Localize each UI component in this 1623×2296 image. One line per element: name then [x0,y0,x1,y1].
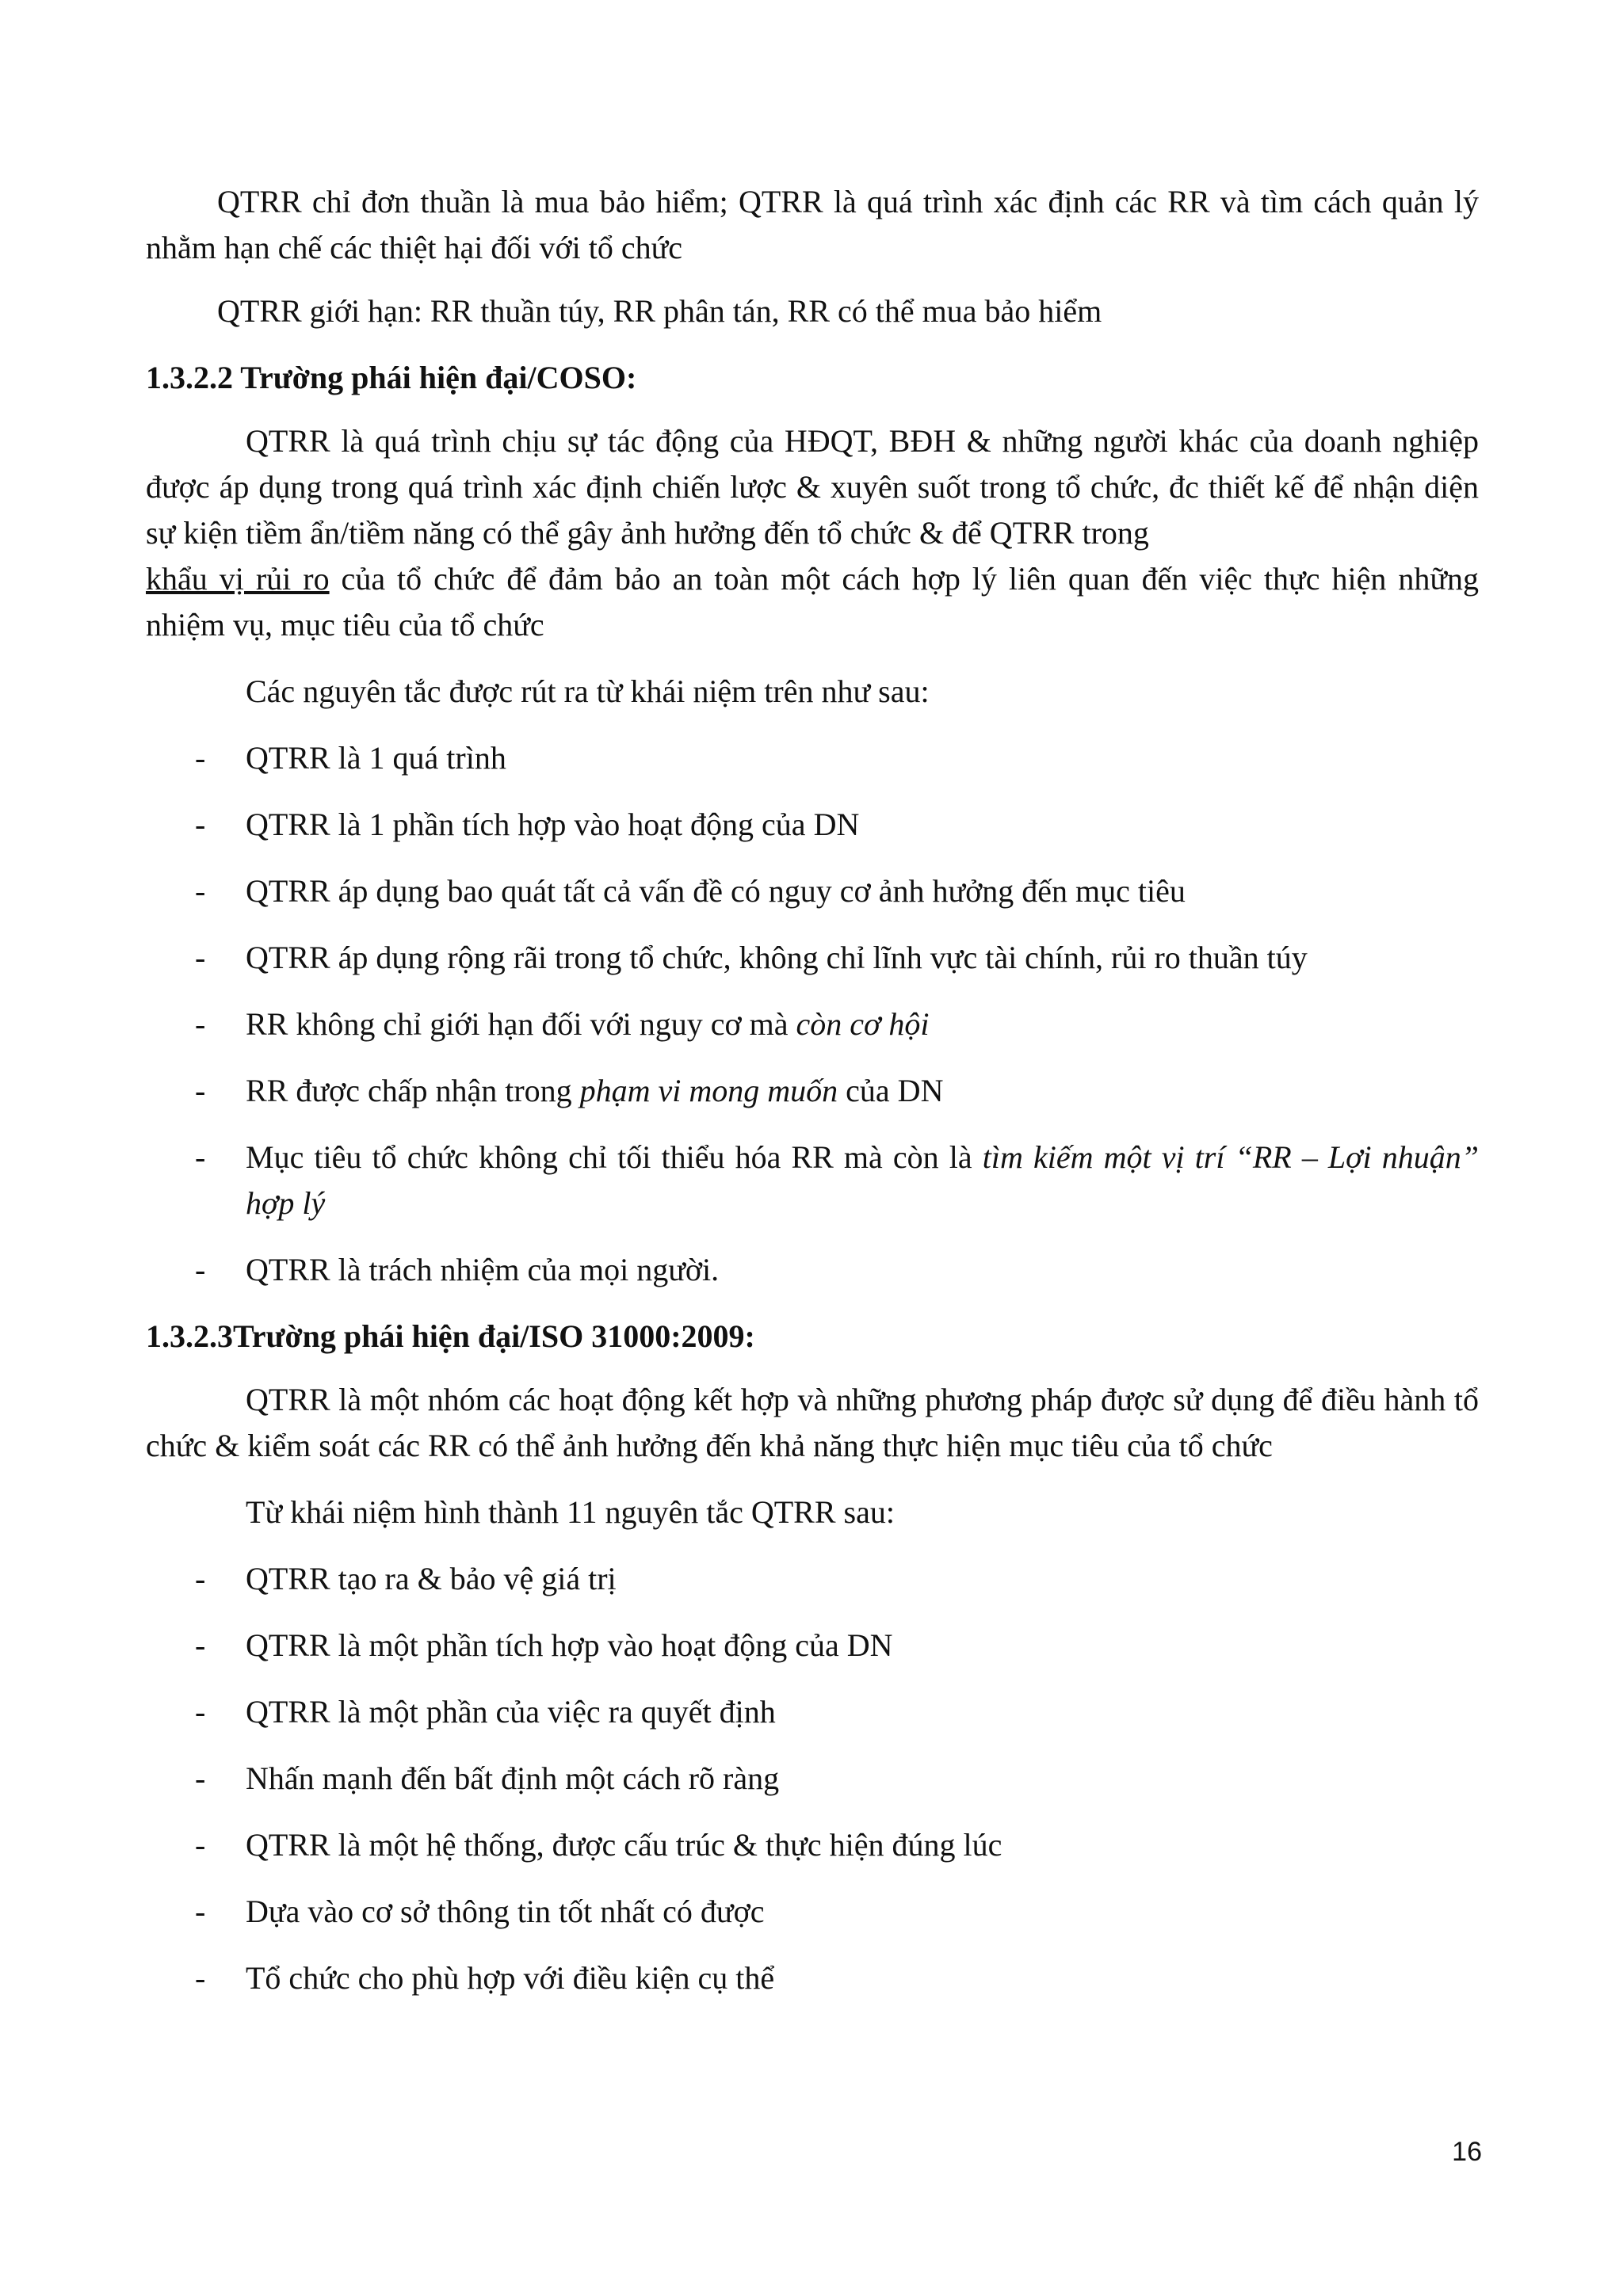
iso-definition-paragraph: QTRR là một nhóm các hoạt động kết hợp và những phương pháp được sử dụng để điều hành tổ chức & kiểm soát các RR có thể ảnh hưởng đến khả năng thực hiện mục tiêu của tổ chức [146,1382,1479,1463]
list-item [146,868,1479,914]
list-item [146,1889,1479,1935]
coso-definition-text-before: QTRR là quá trình chịu sự tác động của HĐQT, BĐH & những người khác của doanh nghiệp được áp dụng trong quá trình xác định chiến lược & xuyên suốt trong tổ chức, đc thiết kế để nhận diện sự kiện tiềm ẩn/tiềm năng có thể gây ảnh hưởng đến tổ chức & để QTRR trong [146,423,1479,551]
list-item [146,1247,1479,1293]
page-content [146,179,1479,2001]
coso-principles-intro: Các nguyên tắc được rút ra từ khái niệm trên như sau: [246,673,930,709]
list-item [146,1623,1479,1669]
list-item [146,1822,1479,1868]
intro-paragraph-2: QTRR giới hạn: RR thuần túy, RR phân tán, RR có thể mua bảo hiểm [217,293,1102,329]
list-item-text: QTRR là 1 phần tích hợp vào hoạt động của DN [246,807,860,842]
list-item-text-after: của DN [838,1073,944,1108]
dash-marker: - [195,1827,206,1863]
dash-marker: - [195,1006,206,1042]
dash-marker: - [195,873,206,909]
dash-marker: - [195,1561,206,1596]
list-item [146,935,1479,981]
list-item-text: RR được chấp nhận trong [246,1073,580,1108]
list-item-text: RR không chỉ giới hạn đối với nguy cơ mà [246,1006,796,1042]
coso-definition-paragraph [146,418,1479,648]
dash-marker: - [195,940,206,975]
iso-principles-list [146,1556,1479,2001]
dash-marker: - [195,1252,206,1287]
list-item-text: Nhấn mạnh đến bất định một cách rõ ràng [246,1760,780,1796]
list-item-text: QTRR là một phần của việc ra quyết định [246,1694,776,1730]
dash-marker: - [195,1073,206,1108]
coso-definition-underlined: khẩu vị rủi ro [146,561,330,597]
list-item [146,1689,1479,1735]
iso-principles-intro: Từ khái niệm hình thành 11 nguyên tắc QTRR sau: [246,1494,895,1530]
list-item-text: QTRR là 1 quá trình [246,740,506,776]
section-heading-coso: 1.3.2.2 Trường phái hiện đại/COSO: [146,360,637,395]
dash-marker: - [195,807,206,842]
list-item-italic: phạm vi mong muốn [579,1073,838,1108]
list-item-text: QTRR là trách nhiệm của mọi người. [246,1252,720,1287]
list-item [146,1135,1479,1226]
dash-marker: - [195,1760,206,1796]
section-heading-iso: 1.3.2.3Trường phái hiện đại/ISO 31000:2009: [146,1318,755,1354]
coso-principles-list [146,735,1479,1293]
list-item-text: QTRR áp dụng bao quát tất cả vấn đề có nguy cơ ảnh hưởng đến mục tiêu [246,873,1186,909]
list-item-text: QTRR áp dụng rộng rãi trong tổ chức, không chỉ lĩnh vực tài chính, rủi ro thuần túy [246,940,1308,975]
list-item [146,1556,1479,1602]
list-item [146,802,1479,848]
dash-marker: - [195,1960,206,1996]
dash-marker: - [195,740,206,776]
list-item-text: Mục tiêu tổ chức không chỉ tối thiểu hóa RR mà còn là [246,1139,983,1175]
list-item-italic: tìm kiếm một vị trí “RR – Lợi nhuận” hợp lý [246,1139,1479,1221]
list-item [146,1756,1479,1802]
list-item-text: QTRR tạo ra & bảo vệ giá trị [246,1561,617,1596]
dash-marker: - [195,1894,206,1929]
list-item-text: QTRR là một phần tích hợp vào hoạt động của DN [246,1627,893,1663]
list-item-text: Dựa vào cơ sở thông tin tốt nhất có được [246,1894,765,1929]
coso-definition-text-after: của tổ chức để đảm bảo an toàn một cách hợp lý liên quan đến việc thực hiện những nhiệm vụ, mục tiêu của tổ chức [146,561,1480,643]
intro-paragraph-1: QTRR chỉ đơn thuần là mua bảo hiểm; QTRR là quá trình xác định các RR và tìm cách quản lý nhằm hạn chế các thiệt hại đối với tổ chức [146,184,1479,265]
list-item-text: Tổ chức cho phù hợp với điều kiện cụ thể [246,1960,775,1996]
list-item-italic: còn cơ hội [796,1006,930,1042]
list-item [146,735,1479,781]
list-item-text: QTRR là một hệ thống, được cấu trúc & thực hiện đúng lúc [246,1827,1002,1863]
list-item [146,1955,1479,2001]
list-item [146,1001,1479,1047]
dash-marker: - [195,1694,206,1730]
page-number: 16 [1452,2137,1482,2167]
dash-marker: - [195,1139,206,1175]
list-item [146,1068,1479,1114]
dash-marker: - [195,1627,206,1663]
